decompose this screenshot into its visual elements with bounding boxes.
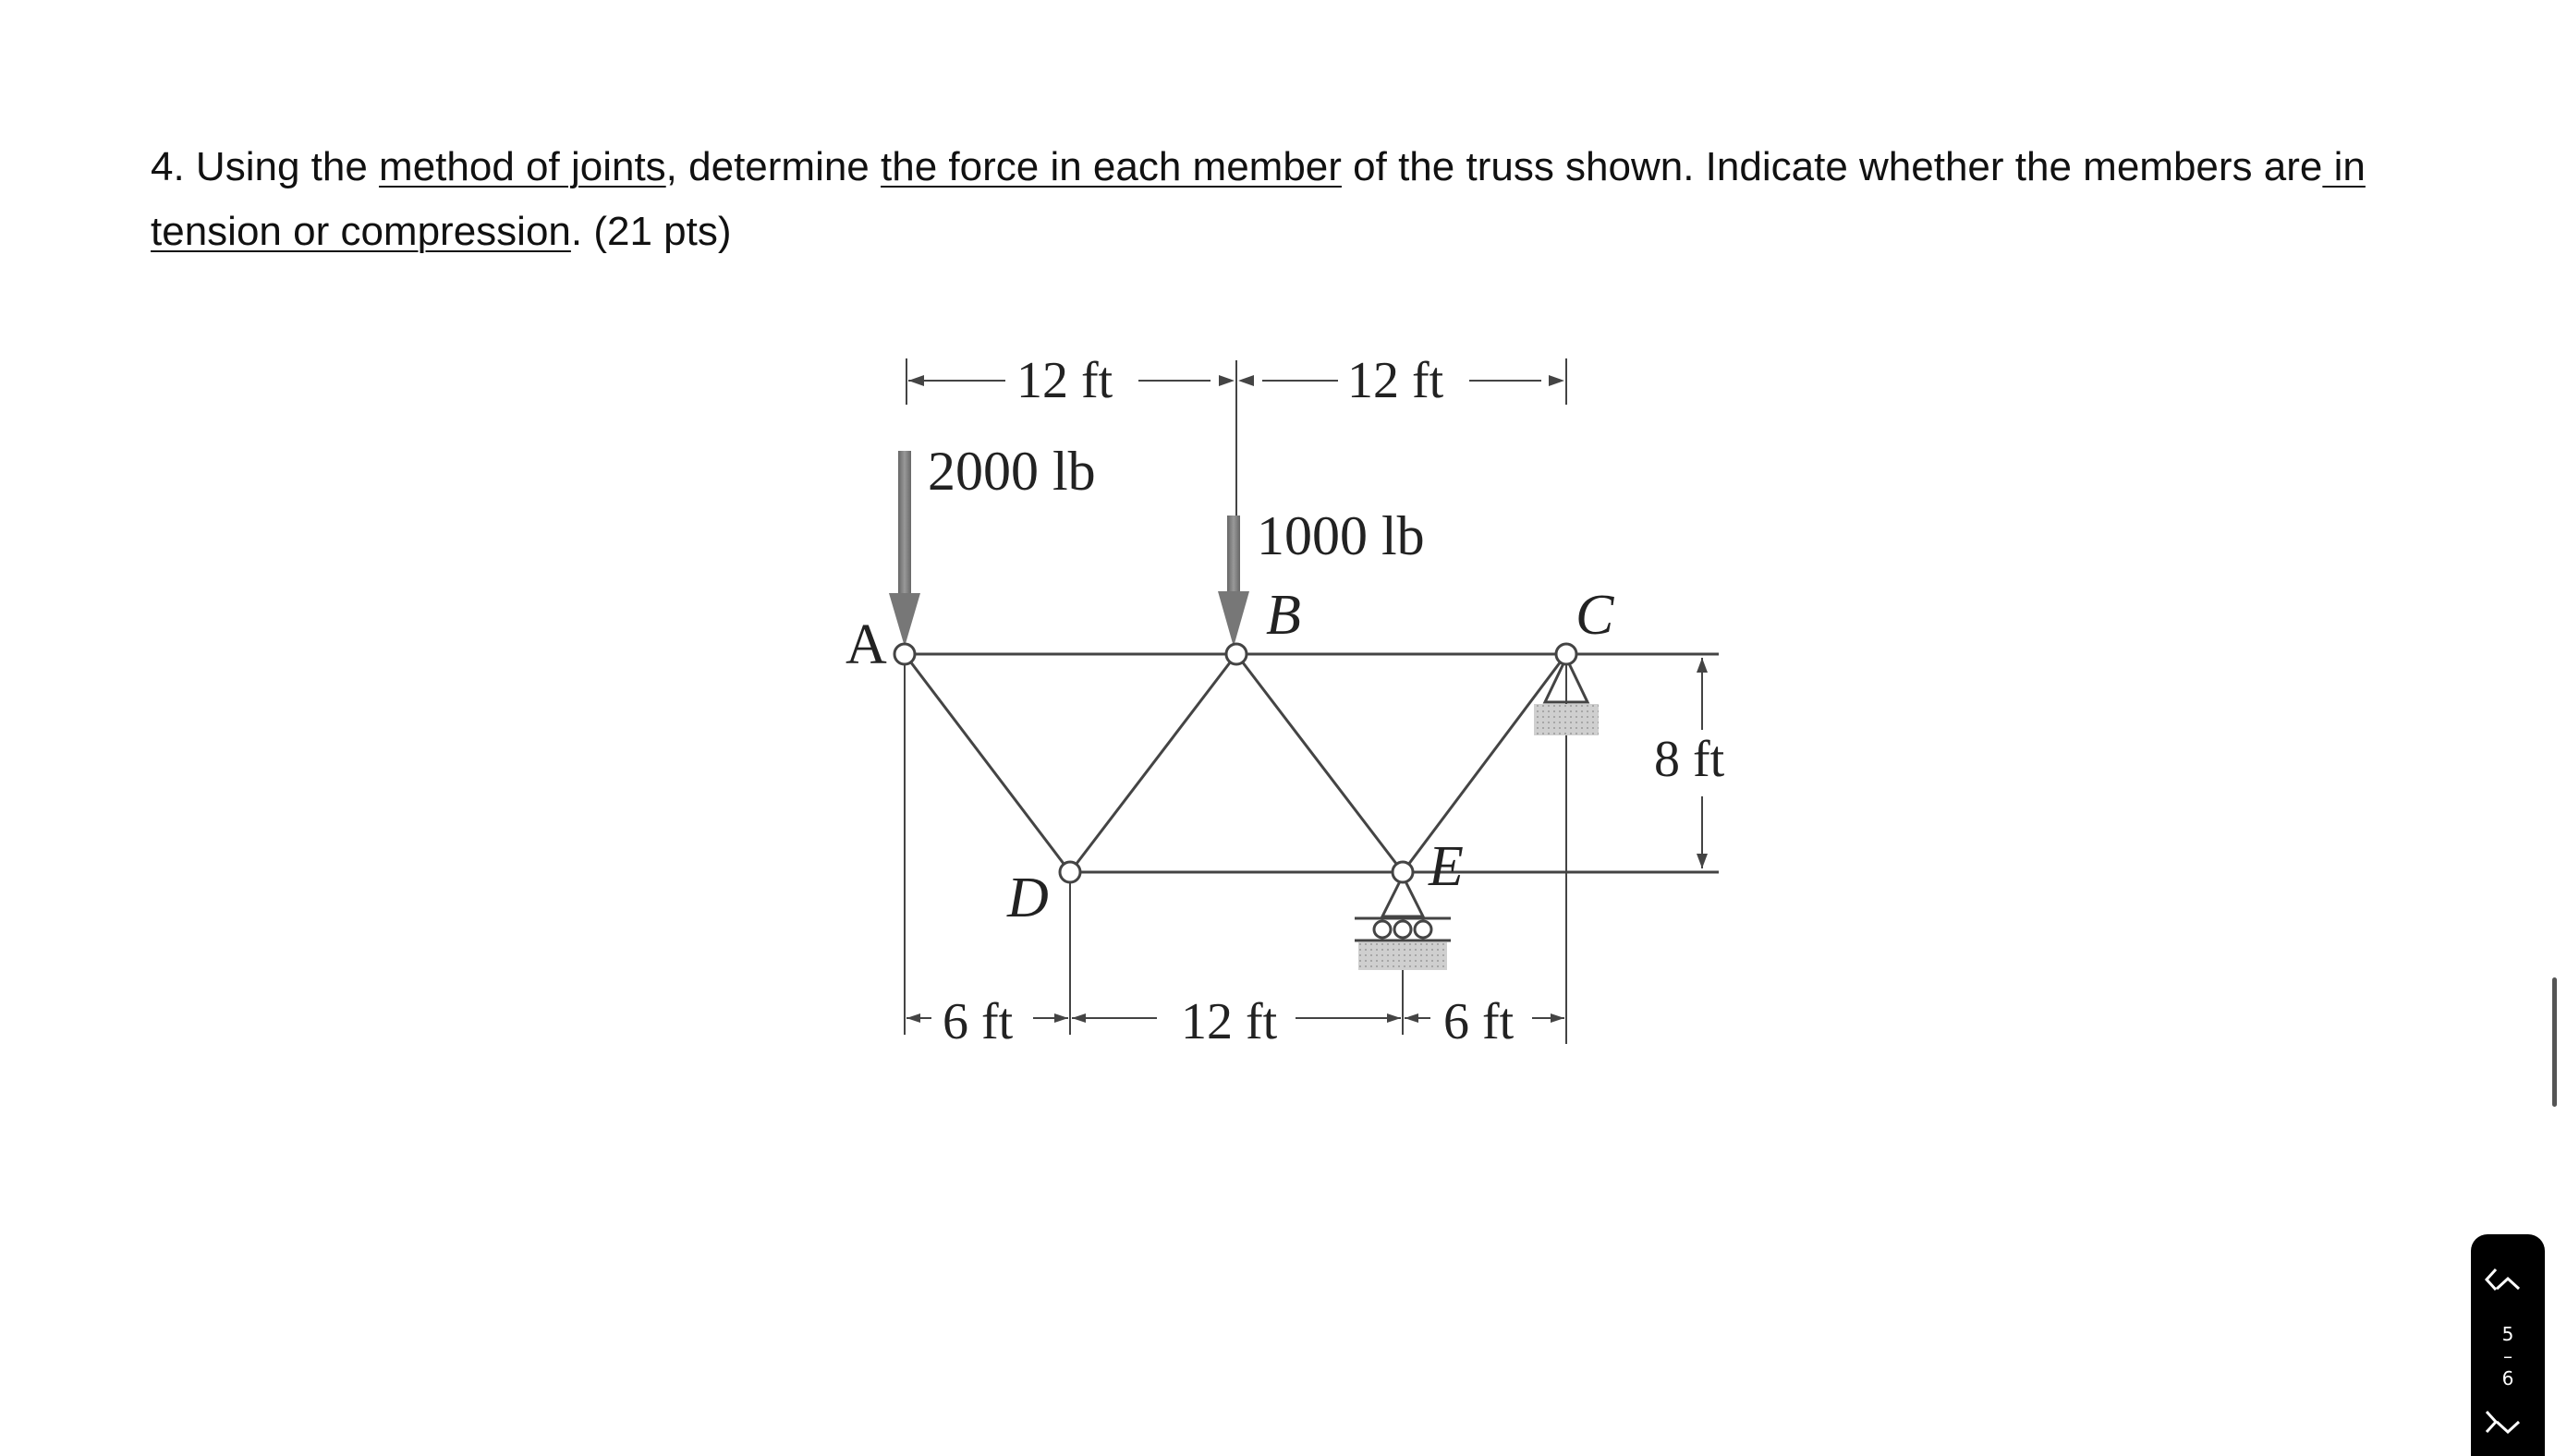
problem-number: 4. <box>151 144 185 189</box>
dim-top-left: 12 ft <box>1016 352 1113 409</box>
dim-top-right: 12 ft <box>1347 352 1444 409</box>
load-1000: 1000 lb <box>1257 505 1425 566</box>
page-navigator <box>2471 1234 2545 1456</box>
page-separator: – <box>2503 1345 2512 1367</box>
load-2000: 2000 lb <box>928 441 1096 502</box>
joint-label-b: B <box>1266 584 1301 647</box>
dim-bottom-left: 6 ft <box>943 993 1014 1050</box>
problem-text-part: . (21 pts) <box>570 209 732 254</box>
underlined-tension-or-compression: in tension or compression <box>151 144 2366 254</box>
dim-bottom-middle: 12 ft <box>1181 993 1278 1050</box>
joint-label-e: E <box>1429 835 1464 898</box>
underlined-method-of-joints: method of joints <box>379 144 666 189</box>
joint-pins <box>894 644 1576 882</box>
chevron-down-icon <box>2494 1419 2522 1436</box>
page-up-button[interactable] <box>2471 1260 2545 1306</box>
problem-text-part: Using the <box>184 144 380 189</box>
truss-members <box>905 654 1719 872</box>
dim-bottom-right: 6 ft <box>1443 993 1515 1050</box>
page-down-button[interactable] <box>2471 1404 2545 1450</box>
joint-label-d: D <box>1007 867 1049 929</box>
load-arrow-b <box>1218 516 1249 647</box>
problem-text-part: , determine <box>665 144 882 189</box>
load-arrow-a <box>889 451 920 647</box>
problem-text-part: of the truss shown. Indicate whether the members are <box>1341 144 2323 189</box>
extension-lines <box>905 665 1566 1044</box>
current-page-number: 5 <box>2501 1323 2514 1345</box>
scrollbar-thumb[interactable] <box>2552 977 2557 1107</box>
underlined-force-in-each-member: the force in each member <box>881 144 1342 189</box>
joint-label-c: C <box>1575 584 1614 647</box>
joint-label-a: A <box>846 613 887 676</box>
total-page-number: 6 <box>2501 1367 2514 1389</box>
dim-height: 8 ft <box>1654 731 1725 788</box>
chevron-up-icon <box>2494 1275 2522 1292</box>
